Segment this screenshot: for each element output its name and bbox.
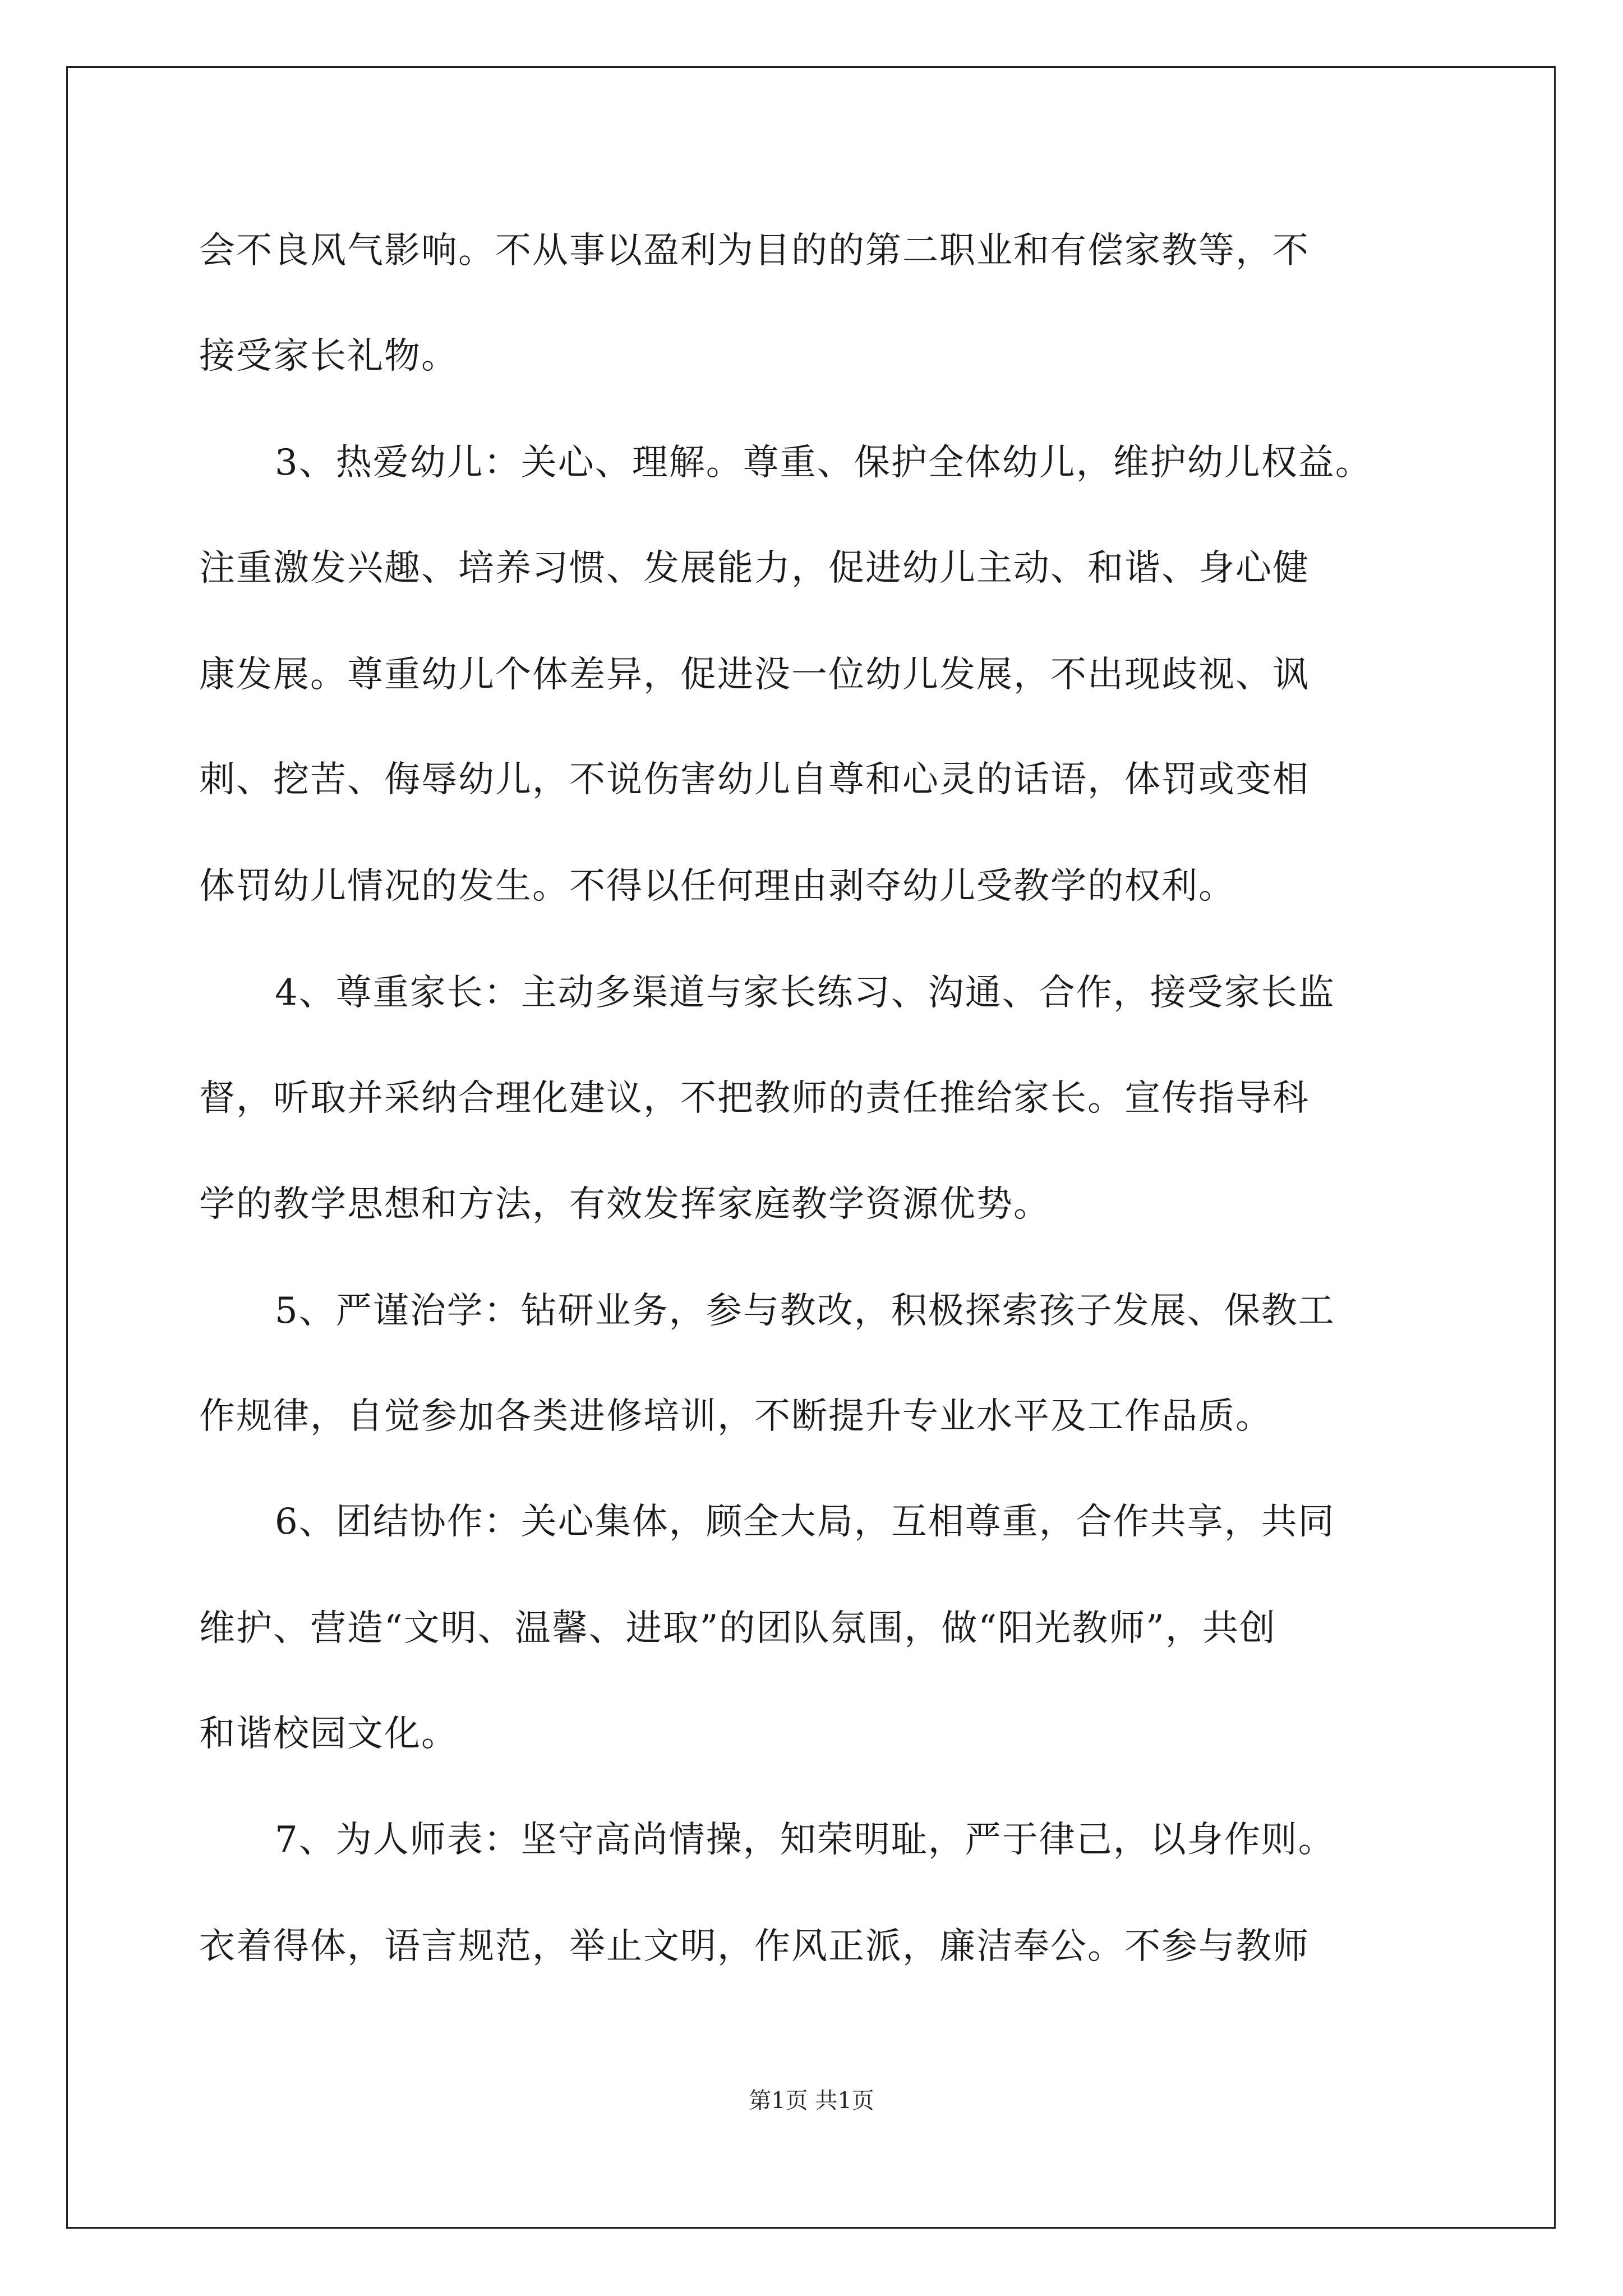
text-line: 作规律，自觉参加各类进修培训，不断提升专业水平及工作品质。 <box>199 1396 1272 1437</box>
page-frame <box>66 66 1556 2229</box>
text-line: 接受家长礼物。 <box>199 335 458 377</box>
text-line: 和谐校园文化。 <box>199 1713 458 1755</box>
paragraph-3-start: 3、热爱幼儿：关心、理解。尊重、保护全体幼儿，维护幼儿权益。 <box>275 442 1372 484</box>
text-line: 体罚幼儿情况的发生。不得以任何理由剥夺幼儿受教学的权利。 <box>199 866 1235 907</box>
paragraph-7-start: 7、为人师表：坚守高尚情操，知荣明耻，严于律己，以身作则。 <box>275 1819 1335 1861</box>
text-line: 学的教学思想和方法，有效发挥家庭教学资源优势。 <box>199 1184 1050 1225</box>
paragraph-6-start: 6、团结协作：关心集体，顾全大局，互相尊重，合作共享，共同 <box>275 1501 1335 1543</box>
text-line: 注重激发兴趣、培养习惯、发展能力，促进幼儿主动、和谐、身心健 <box>199 547 1310 589</box>
text-line: 会不良风气影响。不从事以盈利为目的的第二职业和有偿家教等，不 <box>199 230 1310 272</box>
text-line: 康发展。尊重幼儿个体差异，促进没一位幼儿发展，不出现歧视、讽 <box>199 654 1310 696</box>
text-line: 衣着得体，语言规范，举止文明，作风正派，廉洁奉公。不参与教师 <box>199 1926 1310 1967</box>
text-line: 维护、营造“文明、温馨、进取”的团队氛围，做“阳光教师”，共创 <box>199 1608 1276 1649</box>
paragraph-4-start: 4、尊重家长：主动多渠道与家长练习、沟通、合作，接受家长监 <box>275 972 1335 1014</box>
text-line: 刺、挖苦、侮辱幼儿，不说伤害幼儿自尊和心灵的话语，体罚或变相 <box>199 759 1310 800</box>
paragraph-5-start: 5、严谨治学：钻研业务，参与教改，积极探索孩子发展、保教工 <box>275 1290 1335 1332</box>
text-line: 督，听取并采纳合理化建议，不把教师的责任推给家长。宣传指导科 <box>199 1078 1310 1119</box>
page-footer: 第1页 共1页 <box>749 2088 874 2114</box>
